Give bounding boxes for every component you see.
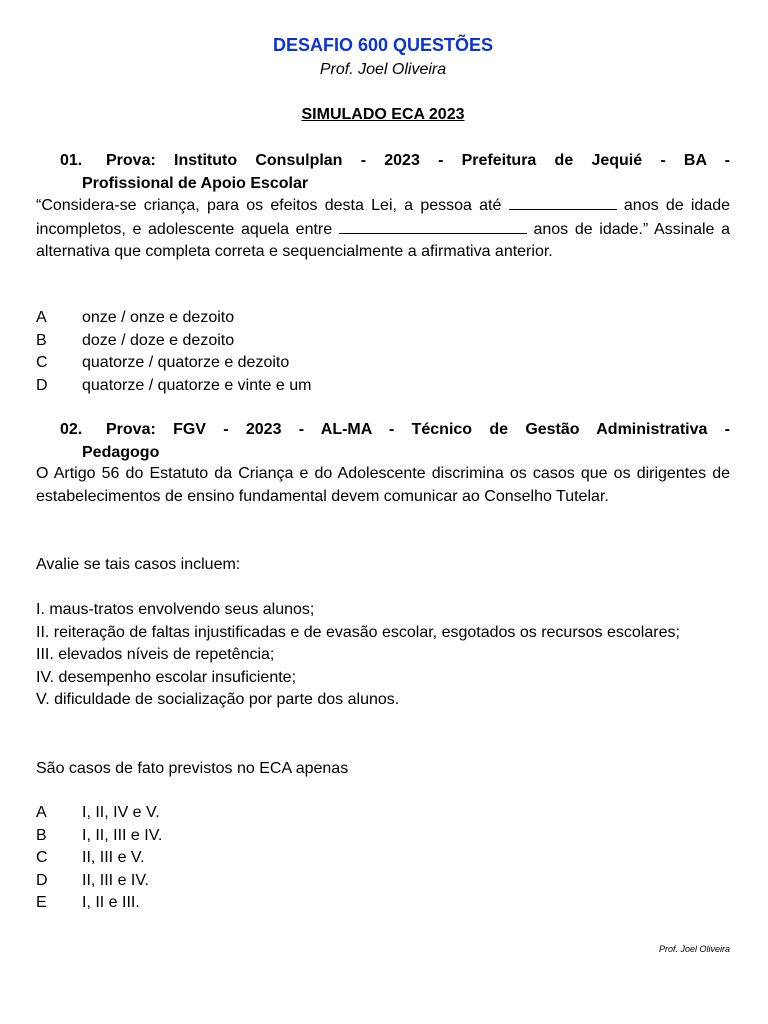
question-1-heading bbox=[36, 150, 730, 195]
item-ii: II. reiteração de faltas injustificadas e de evasão escolar, esgotados os recursos escolares; bbox=[36, 623, 680, 641]
document-author: Prof. Joel Oliveira bbox=[319, 61, 447, 78]
option-text: quatorze / quatorze e dezoito bbox=[82, 354, 290, 371]
option-text: I, II e III. bbox=[82, 894, 140, 911]
question-1-number: 01. bbox=[60, 152, 83, 169]
option-a[interactable] bbox=[36, 802, 730, 825]
question-1-options bbox=[36, 307, 730, 397]
option-letter: C bbox=[36, 849, 48, 866]
option-e[interactable] bbox=[36, 892, 730, 915]
option-letter: B bbox=[36, 826, 47, 844]
option-letter: E bbox=[36, 894, 47, 911]
option-letter: A bbox=[36, 309, 47, 326]
option-text: II, III e IV. bbox=[82, 871, 149, 889]
option-a[interactable] bbox=[36, 307, 730, 330]
item-iv: IV. desempenho escolar insuficiente; bbox=[36, 668, 297, 686]
statement-part-1: “Considera-se criança, para os efeitos desta Lei, a pessoa até bbox=[36, 197, 502, 214]
page-footer: Prof. Joel Oliveira bbox=[658, 944, 730, 954]
option-d[interactable] bbox=[36, 870, 730, 893]
option-b[interactable] bbox=[36, 330, 730, 353]
statement-part-2: anos de idade incompletos, e adolescente aquela entre bbox=[36, 197, 731, 238]
option-text: I, II, III e IV. bbox=[82, 826, 163, 844]
question-1-statement bbox=[36, 194, 730, 264]
question-2-heading bbox=[36, 419, 730, 464]
option-c[interactable] bbox=[36, 847, 730, 870]
item-v: V. dificuldade de socialização por parte dos alunos. bbox=[36, 691, 400, 708]
option-text: II, III e V. bbox=[82, 849, 145, 866]
question-2-intro: O Artigo 56 do Estatuto da Criança e do Adolescente discrimina os casos que os dirigentes de estabelecimentos de ensino fundamental devem comunicar ao Conselho Tutelar. bbox=[36, 465, 730, 505]
question-1-role: Profissional de Apoio Escolar bbox=[82, 174, 309, 192]
question-2-question: São casos de fato previstos no ECA apenas bbox=[36, 760, 349, 777]
item-i: I. maus-tratos envolvendo seus alunos; bbox=[36, 601, 315, 618]
question-2-options bbox=[36, 802, 730, 915]
option-letter: D bbox=[36, 376, 48, 394]
option-d[interactable] bbox=[36, 375, 730, 398]
option-b[interactable] bbox=[36, 825, 730, 848]
question-2-source: Prova: FGV - 2023 - AL-MA - Técnico de Gestão Administrativa - bbox=[106, 421, 730, 438]
option-text: I, II, IV e V. bbox=[82, 804, 160, 821]
option-letter: A bbox=[36, 804, 47, 821]
option-letter: C bbox=[36, 354, 48, 371]
simulado-title: SIMULADO ECA 2023 bbox=[301, 106, 465, 123]
question-2-role: Pedagogo bbox=[82, 443, 160, 461]
option-text: doze / doze e dezoito bbox=[82, 331, 235, 349]
question-2-number: 02. bbox=[60, 421, 83, 438]
question-2-prompt: Avalie se tais casos incluem: bbox=[36, 556, 241, 573]
blank-2 bbox=[339, 218, 527, 234]
blank-1 bbox=[509, 194, 617, 210]
document-title: DESAFIO 600 QUESTÕES bbox=[272, 35, 494, 55]
question-2-items bbox=[36, 599, 730, 712]
option-letter: B bbox=[36, 331, 47, 349]
option-text: quatorze / quatorze e vinte e um bbox=[82, 376, 312, 394]
statement-part-3: anos de idade.” Assinale a alternativa que completa correta e sequencialmente a afirmativa anterior. bbox=[36, 220, 730, 260]
question-1-source: Prova: Instituto Consulplan - 2023 - Prefeitura de Jequié - BA - bbox=[106, 152, 730, 169]
item-iii: III. elevados níveis de repetência; bbox=[36, 646, 275, 663]
option-text: onze / onze e dezoito bbox=[82, 309, 235, 326]
option-letter: D bbox=[36, 871, 48, 889]
option-c[interactable] bbox=[36, 352, 730, 375]
